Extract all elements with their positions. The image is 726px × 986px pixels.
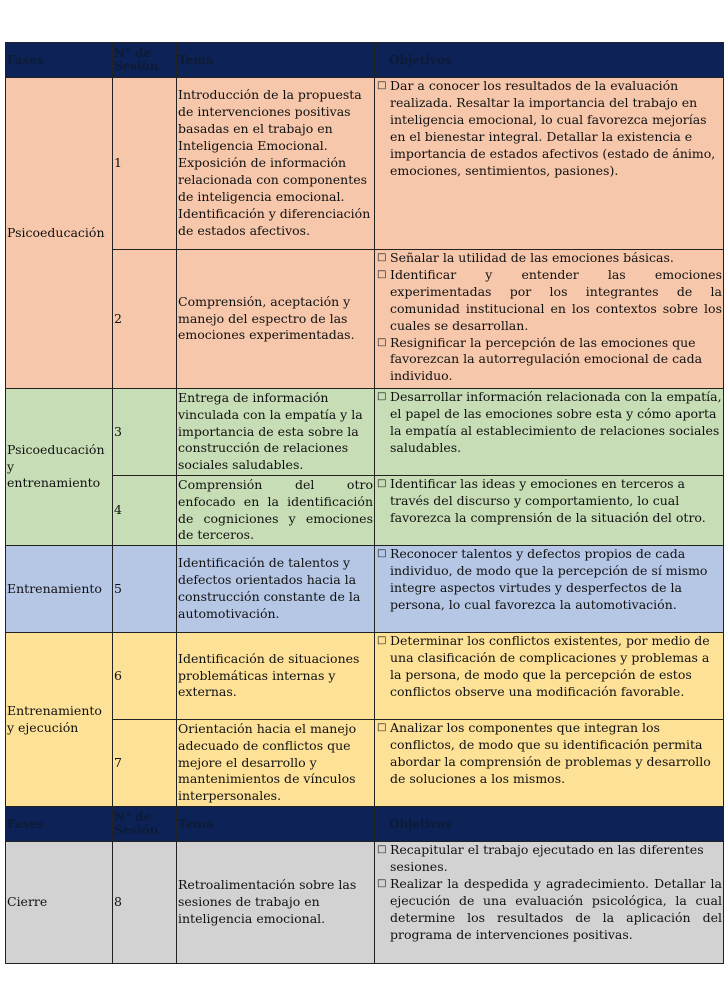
table-row: [6, 720, 724, 807]
header-tema: Tema: [177, 807, 375, 842]
session-objetivos: [375, 476, 724, 546]
session-objetivos: [375, 250, 724, 389]
objective-item: □ Determinar los conflictos existentes, por medio de una clasificación de complicaciones y problemas a la persona, de modo que la percepción de estos conflictos observe una modificación favorable.: [377, 633, 722, 701]
table-row: [6, 476, 724, 546]
header-tema: Tema: [177, 43, 375, 78]
header-objetivos: Objetivos: [375, 807, 724, 842]
session-tema: Introducción de la propuesta de intervenciones positivas basadas en el trabajo en Inteligencia Emocional. Exposición de información relacionada con componentes de inteligencia emocional. Identificación y diferenciación de estados afectivos.: [177, 78, 375, 250]
session-objetivos: [375, 78, 724, 250]
objective-item: □ Identificar y entender las emociones experimentadas por los integrantes de la comunidad institucional en los contextos sobre los cuales se desarrollan.: [377, 267, 722, 335]
table-header-repeat: [6, 807, 724, 842]
session-number: 3: [113, 389, 177, 476]
session-objetivos: [375, 842, 724, 964]
header-fases: Fases: [6, 43, 113, 78]
table-row: [6, 633, 724, 720]
session-number: 6: [113, 633, 177, 720]
header-sesion: N° de Sesión: [113, 43, 177, 78]
session-objetivos: [375, 546, 724, 633]
objective-item: □ Desarrollar información relacionada con la empatía, el papel de las emociones sobre esta y cómo aporta la empatía al establecimiento de relaciones sociales saludables.: [377, 389, 722, 457]
table-row: [6, 250, 724, 389]
session-objetivos: [375, 389, 724, 476]
session-number: 7: [113, 720, 177, 807]
session-tema: Identificación de talentos y defectos orientados hacia la construcción constante de la automotivación.: [177, 546, 375, 633]
table-header: [6, 43, 724, 78]
objective-item: □ Identificar las ideas y emociones en terceros a través del discurso y comportamiento, lo cual favorezca la comprensión de la situación del otro.: [377, 476, 722, 527]
session-objetivos: [375, 720, 724, 807]
session-tema: Orientación hacia el manejo adecuado de conflictos que mejore el desarrollo y mantenimientos de vínculos interpersonales.: [177, 720, 375, 807]
session-tema: Retroalimentación sobre las sesiones de trabajo en inteligencia emocional.: [177, 842, 375, 964]
session-number: 8: [113, 842, 177, 964]
objective-item: □ Resignificar la percepción de las emociones que favorezcan la autorregulación emocional de cada individuo.: [377, 335, 722, 386]
objective-item: □ Reconocer talentos y defectos propios de cada individuo, de modo que la percepción de sí mismo integre aspectos virtudes y desperfectos de la persona, lo cual favorezca la automotivación.: [377, 546, 722, 614]
table-row: [6, 78, 724, 250]
phase-cell: Cierre: [6, 842, 113, 964]
phase-cell: Entrenamiento y ejecución: [6, 633, 113, 807]
objective-item: □ Realizar la despedida y agradecimiento. Detallar la ejecución de una evaluación psicológica, la cual determine los resultados de la aplicación del programa de intervenciones positivas.: [377, 876, 722, 944]
table-row: [6, 842, 724, 964]
objective-item: □ Analizar los componentes que integran los conflictos, de modo que su identificación permita abordar la comprensión de problemas y desarrollo de soluciones a los mismos.: [377, 720, 722, 788]
header-sesion: N° de Sesión: [113, 807, 177, 842]
session-number: 2: [113, 250, 177, 389]
session-tema: Entrega de información vinculada con la empatía y la importancia de esta sobre la construcción de relaciones sociales saludables.: [177, 389, 375, 476]
sessions-table: [5, 42, 724, 964]
session-tema: Comprensión, aceptación y manejo del espectro de las emociones experimentadas.: [177, 250, 375, 389]
header-fases: Fases: [6, 807, 113, 842]
header-objetivos: Objetivos: [375, 43, 724, 78]
session-number: 5: [113, 546, 177, 633]
phase-cell: Psicoeducación y entrenamiento: [6, 389, 113, 546]
session-number: 1: [113, 78, 177, 250]
objective-item: □ Recapitular el trabajo ejecutado en las diferentes sesiones.: [377, 842, 722, 876]
session-tema: Identificación de situaciones problemáticas internas y externas.: [177, 633, 375, 720]
phase-cell: Entrenamiento: [6, 546, 113, 633]
table-row: [6, 546, 724, 633]
objective-item: □ Señalar la utilidad de las emociones básicas.: [377, 250, 722, 267]
phase-cell: Psicoeducación: [6, 78, 113, 389]
objective-item: □ Dar a conocer los resultados de la evaluación realizada. Resaltar la importancia del trabajo en inteligencia emocional, lo cual favorezca mejorías en el bienestar integral. Detallar la existencia e importancia de estados afectivos (estado de ánimo, emociones, sentimientos, pasiones).: [377, 78, 722, 179]
table-row: [6, 389, 724, 476]
session-objetivos: [375, 633, 724, 720]
session-tema: Comprensión del otro enfocado en la identificación de cogniciones y emociones de terceros.: [177, 476, 375, 546]
session-number: 4: [113, 476, 177, 546]
